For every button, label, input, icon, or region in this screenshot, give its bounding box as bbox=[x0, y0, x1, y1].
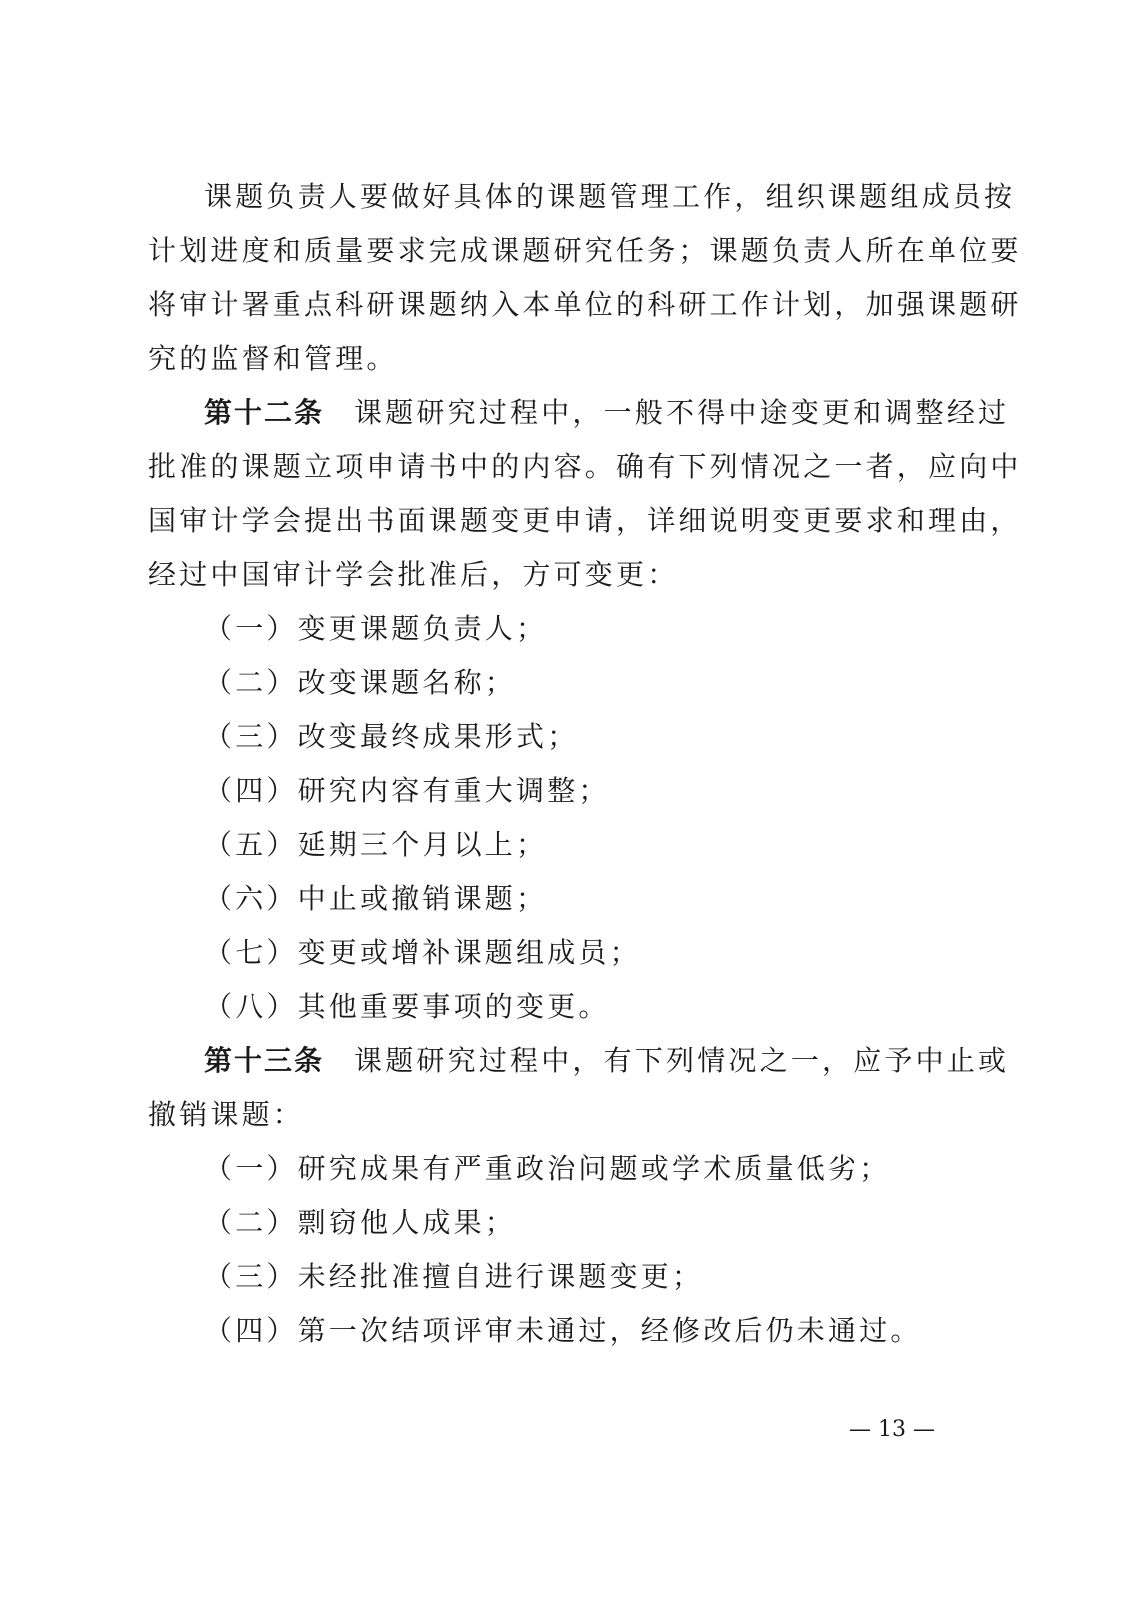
list-item: （三）未经批准擅自进行课题变更； bbox=[204, 1260, 704, 1293]
page-number: — 13 — bbox=[849, 1417, 935, 1442]
list-item: （二）剽窃他人成果； bbox=[204, 1206, 517, 1239]
paragraph-line: 批准的课题立项申请书中的内容。确有下列情况之一者，应向中 bbox=[148, 450, 1022, 483]
list-item: （五）延期三个月以上； bbox=[204, 828, 548, 861]
paragraph-line: 经过中国审计学会批准后，方可变更： bbox=[148, 558, 679, 591]
paragraph-line: 国审计学会提出书面课题变更申请，详细说明变更要求和理由， bbox=[148, 504, 1022, 537]
paragraph-line: 撤销课题： bbox=[148, 1098, 305, 1131]
paragraph-line: 将审计署重点科研课题纳入本单位的科研工作计划，加强课题研 bbox=[148, 288, 1022, 321]
list-item: （三）改变最终成果形式； bbox=[204, 720, 579, 753]
list-item: （四）研究内容有重大调整； bbox=[204, 774, 610, 807]
list-item: （一）变更课题负责人； bbox=[204, 612, 548, 645]
list-item: （四）第一次结项评审未通过，经修改后仍未通过。 bbox=[204, 1314, 922, 1347]
paragraph-line: 究的监督和管理。 bbox=[148, 342, 398, 375]
article-13-text: 课题研究过程中，有下列情况之一，应予中止或 bbox=[354, 1044, 1010, 1077]
article-12-heading: 第十二条 bbox=[204, 396, 325, 429]
paragraph-line: 计划进度和质量要求完成课题研究任务；课题负责人所在单位要 bbox=[148, 234, 1022, 267]
article-13-first-line bbox=[204, 1041, 1010, 1081]
article-12-text: 课题研究过程中，一般不得中途变更和调整经过 bbox=[354, 396, 1010, 429]
article-12-first-line bbox=[204, 393, 1010, 433]
list-item: （六）中止或撤销课题； bbox=[204, 882, 548, 915]
list-item: （七）变更或增补课题组成员； bbox=[204, 936, 641, 969]
list-item: （一）研究成果有严重政治问题或学术质量低劣； bbox=[204, 1152, 891, 1185]
list-item: （八）其他重要事项的变更。 bbox=[204, 990, 610, 1023]
paragraph-line: 课题负责人要做好具体的课题管理工作，组织课题组成员按 bbox=[204, 180, 1016, 213]
list-item: （二）改变课题名称； bbox=[204, 666, 517, 699]
article-13-heading: 第十三条 bbox=[204, 1044, 325, 1077]
